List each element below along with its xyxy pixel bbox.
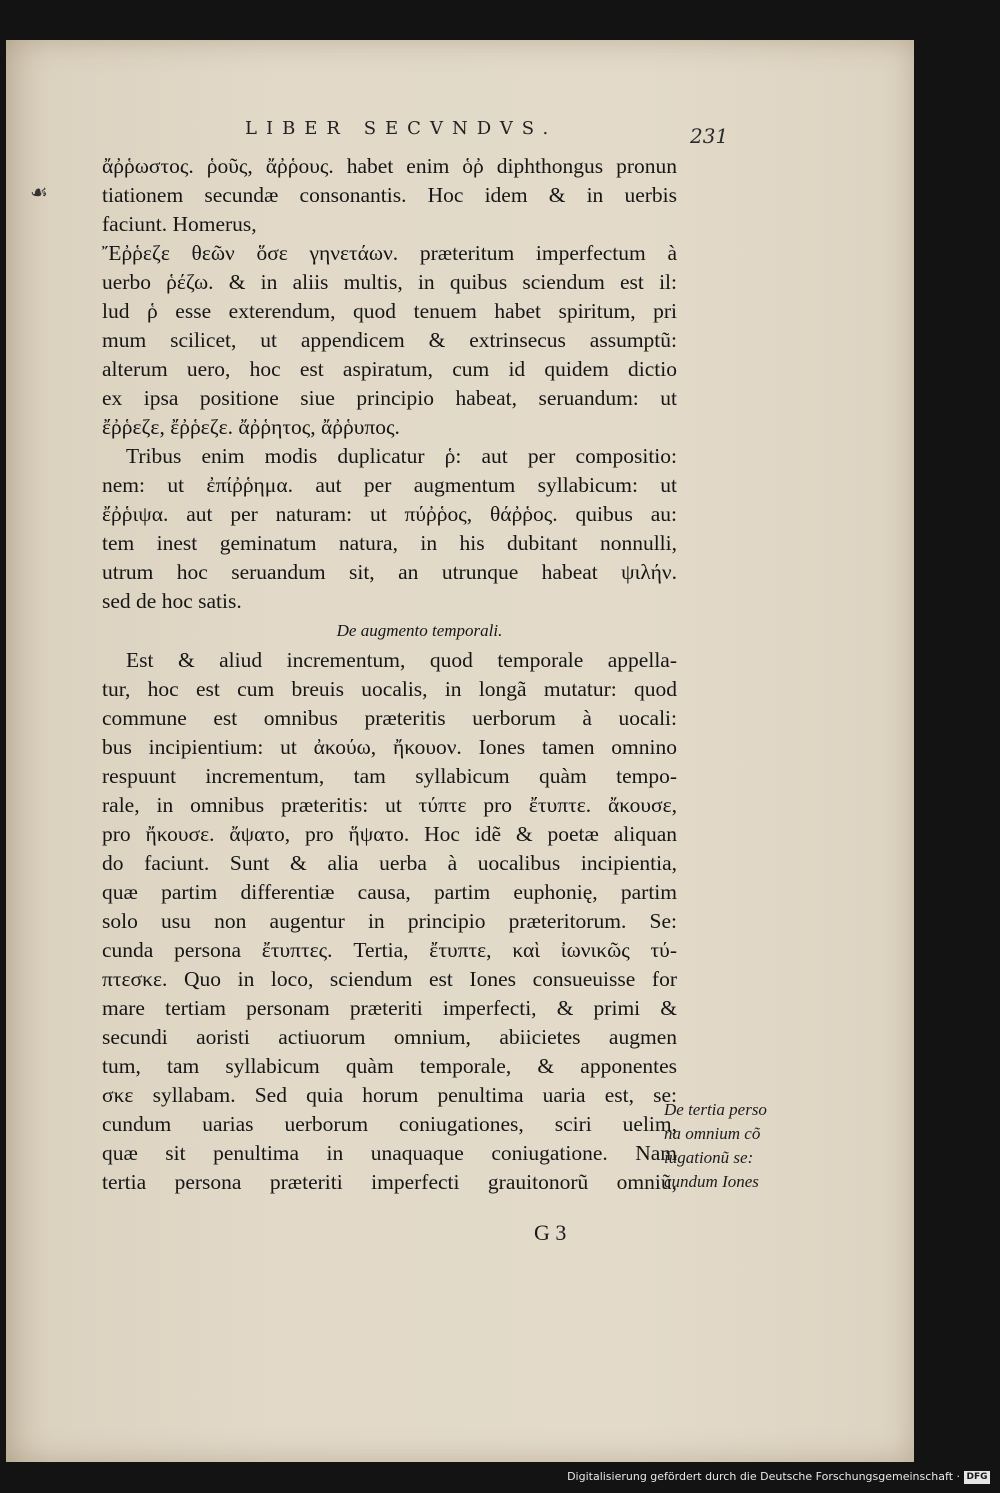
text-line: bus incipientium: ut ἀκούω, ἤκουον. Iones tamen omnino xyxy=(102,735,677,759)
text-line: commune est omnibus præteritis uerborum à uocali: xyxy=(102,706,677,730)
paragraph-3 xyxy=(102,646,677,1197)
text-line: tur, hoc est cum breuis uocalis, in longã mutatur: quod xyxy=(102,677,677,701)
running-head: LIBER SECVNDVS. xyxy=(245,118,558,139)
text-line: sed de hoc satis. xyxy=(102,589,242,613)
text-line: faciunt. Homerus, xyxy=(102,212,257,236)
text-line: ἔῤῥιψα. aut per naturam: ut πύῤῥος, θάῤῥος. quibus au: xyxy=(102,502,677,526)
text-line: do faciunt. Sunt & alia uerba à uocalibus incipientia, xyxy=(102,851,677,875)
text-line: σκε syllabam. Sed quia horum penultima uaria est, se: xyxy=(102,1083,677,1107)
folio-number: 231 xyxy=(690,124,729,148)
dfg-logo: DFG xyxy=(964,1471,990,1484)
text-line: mum scilicet, ut appendicem & extrinsecus assumptũ: xyxy=(102,328,677,352)
text-line: cunda persona ἔτυπτες. Tertia, ἔτυπτε, καὶ ἰωνικῶς τύ- xyxy=(102,938,677,962)
text-line: quæ partim differentiæ causa, partim euphonię, partim xyxy=(102,880,677,904)
text-line: solo usu non augentur in principio præteritorum. Se: xyxy=(102,909,677,933)
text-line: utrum hoc seruandum sit, an utrunque habeat ψιλήν. xyxy=(102,560,677,584)
signature-mark: G 3 xyxy=(534,1220,567,1245)
text-line: tiationem secundæ consonantis. Hoc idem & in uerbis xyxy=(102,183,677,207)
marginal-note-line: De tertia perso xyxy=(664,1100,767,1119)
text-line: tem inest geminatum natura, in his dubitant nonnulli, xyxy=(102,531,677,555)
footer-credit: Digitalisierung gefördert durch die Deutsche Forschungsgemeinschaft · xyxy=(567,1470,960,1483)
paragraph-2 xyxy=(102,442,677,616)
text-line: rale, in omnibus præteritis: ut τύπτε pro ἔτυπτε. ἄκουσε, xyxy=(102,793,677,817)
text-line: uerbo ῥέζω. & in aliis multis, in quibus sciendum est il: xyxy=(102,270,677,294)
text-line: Est & aliud incrementum, quod temporale appella- xyxy=(126,648,677,672)
text-line: respuunt incrementum, tam syllabicum quàm tempo- xyxy=(102,764,677,788)
text-line: Tribus enim modis duplicatur ῥ: aut per compositio: xyxy=(126,444,677,468)
text-line: tum, tam syllabicum quàm temporale, & apponentes xyxy=(102,1054,677,1078)
text-line: Ἔῤῥεζε θεῶν ὅσε γηνετάων. præteritum imperfectum à xyxy=(102,241,677,265)
text-line: alterum uero, hoc est aspiratum, cum id quidem dictio xyxy=(102,357,677,381)
paragraph-1 xyxy=(102,152,677,442)
text-line: ex ipsa positione siue principio habeat, seruandum: ut xyxy=(102,386,677,410)
margin-mark: ☙ xyxy=(30,180,48,204)
text-line: πτεσκε. Quo in loco, sciendum est Iones consueuisse for xyxy=(102,967,677,991)
text-line: ἔῤῥεζε, ἔῤῥεζε. ἄῤῥητος, ἄῤῥυπος. xyxy=(102,415,400,439)
section-heading: De augmento temporali. xyxy=(336,621,503,640)
marginal-note-line: iugationũ se: xyxy=(664,1148,754,1167)
text-line: secundi aoristi actiuorum omnium, abiicietes augmen xyxy=(102,1025,677,1049)
text-line: mare tertiam personam præteriti imperfecti, & primi & xyxy=(102,996,677,1020)
text-line: lud ῥ esse exterendum, quod tenuem habet spiritum, pri xyxy=(102,299,677,323)
marginal-note-line: na omnium cõ xyxy=(664,1124,761,1143)
marginal-note xyxy=(664,1098,794,1194)
text-line: pro ἤκουσε. ἄψατο, pro ἥψατο. Hoc idẽ & poetæ aliquan xyxy=(102,822,677,846)
main-text-block xyxy=(102,152,677,1197)
text-line: quæ sit penultima in unaquaque coniugatione. Nam xyxy=(102,1141,677,1165)
text-line: ἄῤῥωστος. ῥοῦς, ἄῤῥους. habet enim ὁῤ diphthongus pronun xyxy=(102,154,677,178)
text-line: cundum uarias uerborum coniugationes, sciri uelim, xyxy=(102,1112,677,1136)
text-line: tertia persona præteriti imperfecti grauitonorũ omniũ, xyxy=(102,1170,677,1194)
text-line: nem: ut ἐπίῤῥημα. aut per augmentum syllabicum: ut xyxy=(102,473,677,497)
marginal-note-line: cundum Iones xyxy=(664,1172,759,1191)
